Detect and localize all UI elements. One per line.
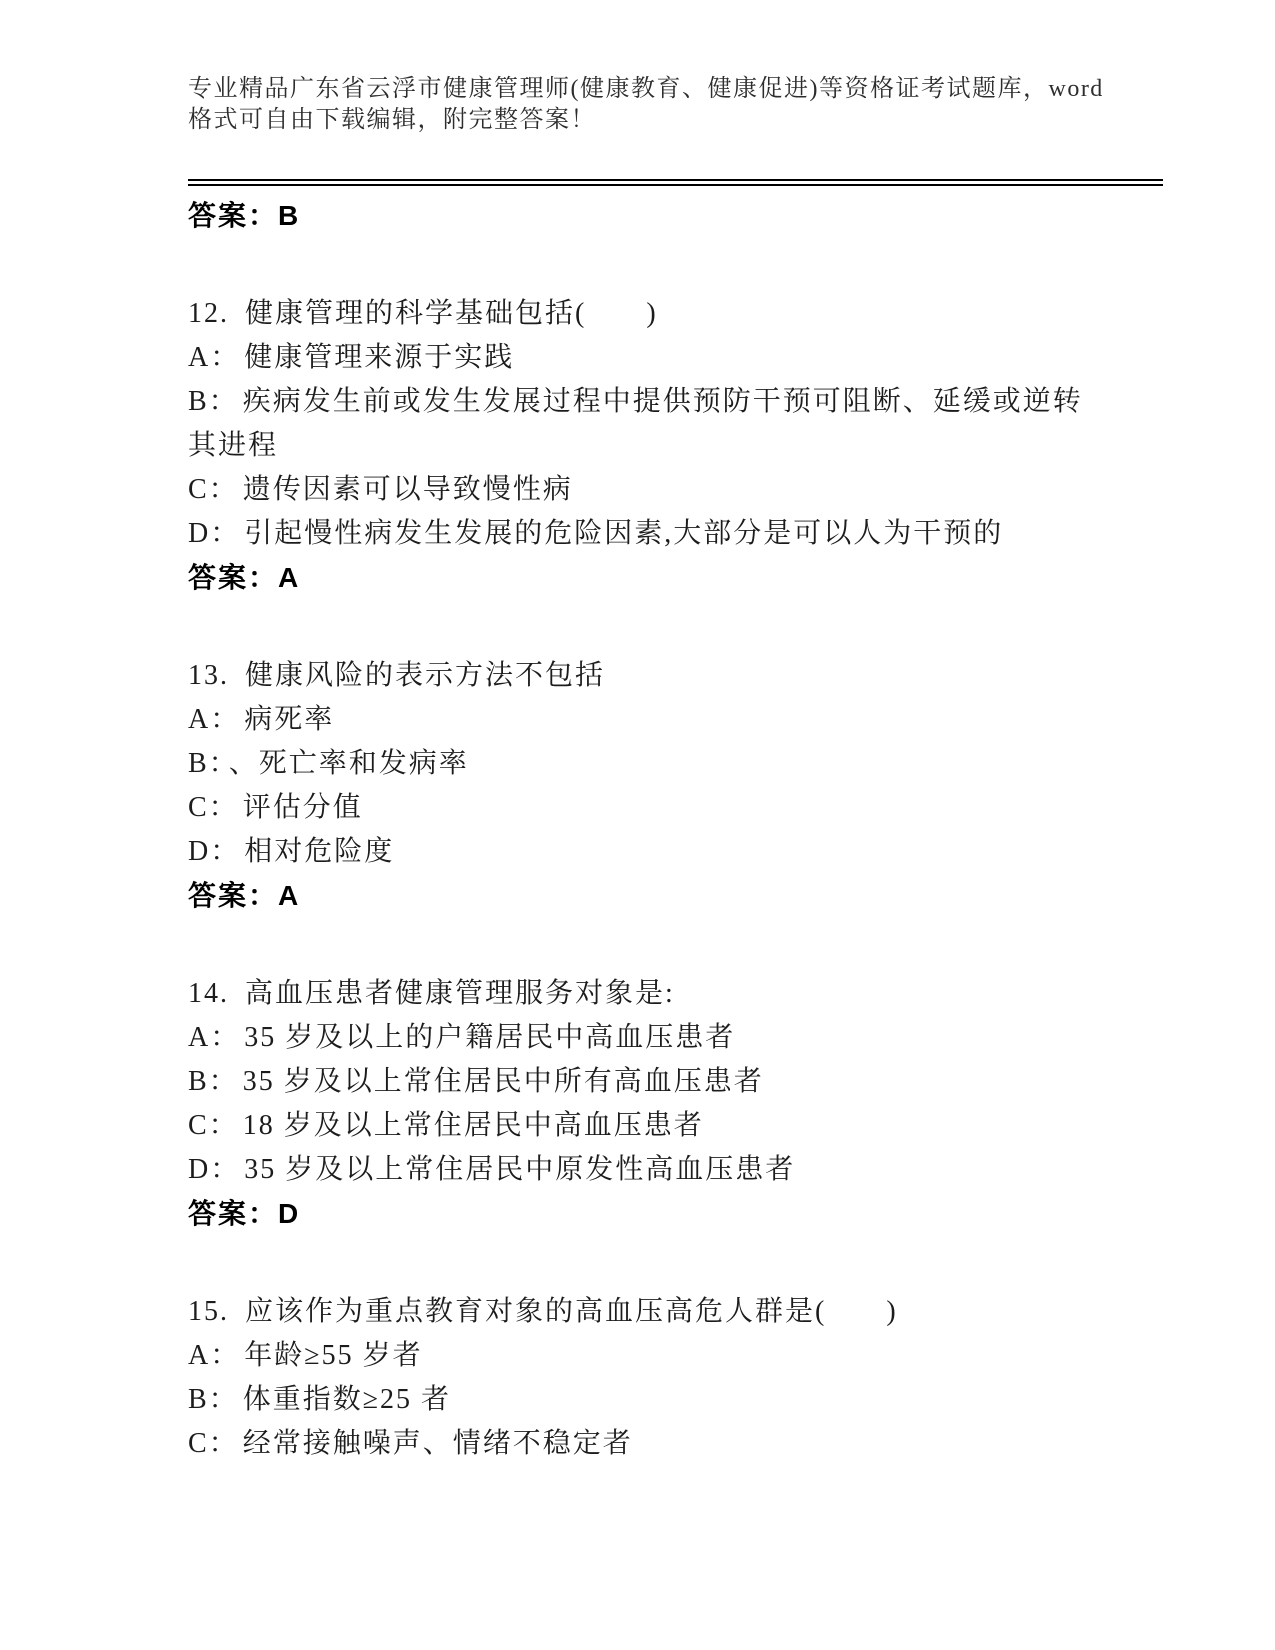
option-text: 年龄≥55 岁者 bbox=[244, 1340, 423, 1371]
answer-value: D bbox=[278, 1198, 301, 1229]
option-label: C： bbox=[188, 1110, 239, 1141]
option-text: 35 岁及以上常住居民中所有高血压患者 bbox=[242, 1066, 764, 1097]
option-line bbox=[188, 1104, 1098, 1148]
question-list bbox=[188, 292, 1098, 1466]
option-label: B： bbox=[188, 1384, 239, 1415]
question-number: 15. bbox=[188, 1296, 229, 1327]
option-label: D： bbox=[188, 1154, 241, 1185]
question-block bbox=[188, 292, 1098, 600]
option-line bbox=[188, 742, 1098, 786]
answer-line bbox=[188, 874, 1098, 918]
answer-value: A bbox=[278, 562, 301, 593]
question-text: 高血压患者健康管理服务对象是: bbox=[245, 978, 675, 1009]
answer-value: A bbox=[278, 880, 301, 911]
option-line bbox=[188, 1016, 1098, 1060]
question-text: 应该作为重点教育对象的高血压高危人群是( ) bbox=[245, 1296, 898, 1327]
option-line bbox=[188, 468, 1098, 512]
option-label: A： bbox=[188, 342, 241, 373]
question-number: 13. bbox=[188, 660, 229, 691]
question-title bbox=[188, 972, 1098, 1016]
answer-label: 答案： bbox=[188, 562, 279, 593]
option-text: 相对危险度 bbox=[244, 836, 395, 867]
option-line bbox=[188, 1422, 1098, 1466]
option-text: 经常接触噪声、情绪不稳定者 bbox=[242, 1428, 633, 1459]
option-text: 遗传因素可以导致慢性病 bbox=[242, 474, 573, 505]
option-line bbox=[188, 1378, 1098, 1422]
question-number: 14. bbox=[188, 978, 229, 1009]
option-label: B： bbox=[188, 748, 225, 779]
option-text: 18 岁及以上常住居民中高血压患者 bbox=[242, 1110, 704, 1141]
header-divider-double-rule bbox=[188, 179, 1163, 186]
question-text: 健康管理的科学基础包括( ) bbox=[245, 298, 658, 329]
answer-label: 答案： bbox=[188, 1198, 279, 1229]
option-text: 疾病发生前或发生发展过程中提供预防干预可阻断、延缓或逆转其进程 bbox=[188, 386, 1083, 461]
option-line bbox=[188, 786, 1098, 830]
answer-label: 答案： bbox=[188, 880, 279, 911]
option-line bbox=[188, 512, 1098, 556]
answer-value: B bbox=[278, 200, 301, 231]
answer-line bbox=[188, 1192, 1098, 1236]
option-label: A： bbox=[188, 1022, 241, 1053]
option-label: C： bbox=[188, 792, 239, 823]
question-text: 健康风险的表示方法不包括 bbox=[245, 660, 606, 691]
option-text: 病死率 bbox=[244, 704, 335, 735]
option-label: C： bbox=[188, 474, 239, 505]
question-block bbox=[188, 654, 1098, 918]
option-line bbox=[188, 336, 1098, 380]
option-line bbox=[188, 830, 1098, 874]
option-label: B： bbox=[188, 386, 239, 417]
question-title bbox=[188, 1290, 1098, 1334]
page-header bbox=[188, 74, 1104, 136]
option-line bbox=[188, 380, 1098, 468]
option-label: A： bbox=[188, 1340, 241, 1371]
question-number: 12. bbox=[188, 298, 229, 329]
option-line bbox=[188, 698, 1098, 742]
option-label: C： bbox=[188, 1428, 239, 1459]
answer-line bbox=[188, 556, 1098, 600]
option-label: D： bbox=[188, 836, 241, 867]
question-block bbox=[188, 1290, 1098, 1466]
question-title bbox=[188, 292, 1098, 336]
option-text: 健康管理来源于实践 bbox=[244, 342, 515, 373]
answer-line bbox=[188, 194, 1098, 238]
option-label: B： bbox=[188, 1066, 239, 1097]
question-title bbox=[188, 654, 1098, 698]
option-text: 体重指数≥25 者 bbox=[242, 1384, 452, 1415]
option-label: D： bbox=[188, 518, 241, 549]
option-text: 、死亡率和发病率 bbox=[228, 748, 469, 779]
option-line bbox=[188, 1060, 1098, 1104]
question-block bbox=[188, 972, 1098, 1236]
option-line bbox=[188, 1148, 1098, 1192]
document-page bbox=[188, 0, 1104, 1466]
option-line bbox=[188, 1334, 1098, 1378]
page-header-line2: 格式可自由下载编辑，附完整答案！ bbox=[188, 107, 596, 133]
option-text: 35 岁及以上常住居民中原发性高血压患者 bbox=[244, 1154, 796, 1185]
option-label: A： bbox=[188, 704, 241, 735]
option-text: 引起慢性病发生发展的危险因素,大部分是可以人为干预的 bbox=[244, 518, 1004, 549]
option-text: 35 岁及以上的户籍居民中高血压患者 bbox=[244, 1022, 736, 1053]
page-header-line1: 专业精品广东省云浮市健康管理师(健康教育、健康促进)等资格证考试题库，word bbox=[188, 76, 1104, 102]
option-text: 评估分值 bbox=[242, 792, 363, 823]
answer-label: 答案： bbox=[188, 200, 279, 231]
